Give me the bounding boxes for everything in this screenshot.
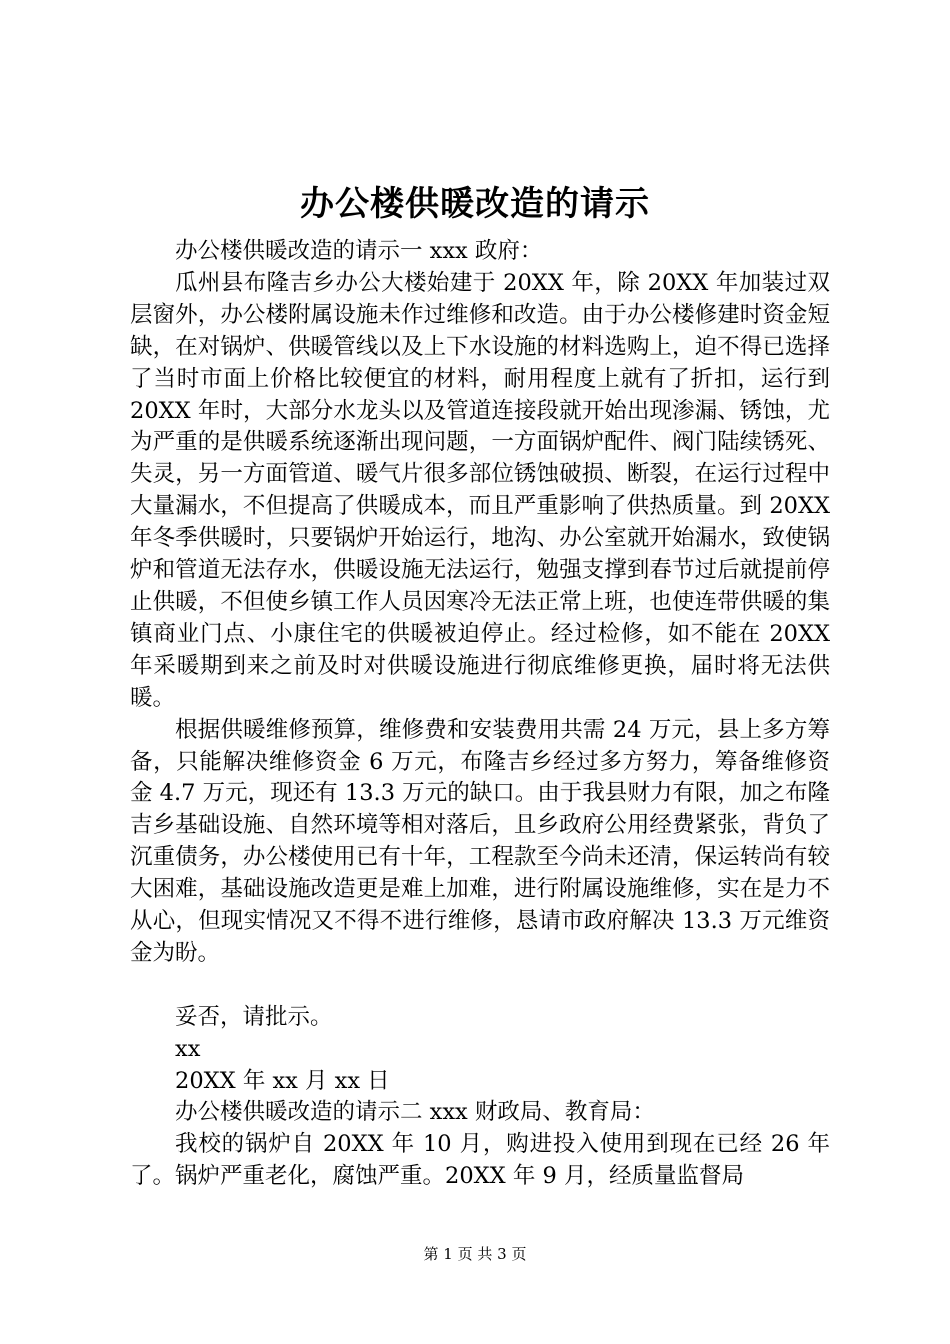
paragraph-boiler: 我校的锅炉自 20XX 年 10 月，购进投入使用到现在已经 26 年了。锅炉严重老化，腐蚀严重。20XX 年 9 月，经质量监督局 <box>130 1131 830 1190</box>
signature-date: 20XX 年 xx 月 xx 日 <box>175 1067 390 1094</box>
document-title: 办公楼供暖改造的请示 <box>300 184 650 224</box>
paragraph-budget: 根据供暖维修预算，维修费和安装费用共需 24 万元，县上多方筹备，只能解决维修资金 6 万元，布隆吉乡经过多方努力，筹备维修资金 4.7 万元，现还有 13.3 万元的缺口。由于我县财力有限，加之布隆吉乡基础设施、自然环境等相对落后，且乡政府公用经费紧张，背负了沉重债务，办公楼使用已有十年，工程款至今尚未还清，保运转尚有较大困难，基础设施改造更是难上加难，进行附属设施维修，实在是力不从心，但现实情况又不得不进行维修，恳请市政府解决 13.3 万元维资金为盼。 <box>130 716 830 966</box>
signature-name: xx <box>175 1035 201 1062</box>
approval-request: 妥否，请批示。 <box>175 1003 333 1030</box>
request-one-heading: 办公楼供暖改造的请示一 xxx 政府： <box>175 238 543 264</box>
page-footer: 第 1 页 共 3 页 <box>423 1245 527 1263</box>
paragraph-gap <box>130 970 830 1002</box>
request-two-heading: 办公楼供暖改造的请示二 xxx 财政局、教育局： <box>175 1099 655 1126</box>
paragraph-building-history: 瓜州县布隆吉乡办公大楼始建于 20XX 年，除 20XX 年加装过双层窗外，办公楼附属设施未作过维修和改造。由于办公楼修建时资金短缺，在对锅炉、供暖管线以及上下水设施的材料选购上，迫不得已选择了当时市面上价格比较便宜的材料，耐用程度上就有了折扣，运行到 20XX 年时，大部分水龙头以及管道连接段就开始出现渗漏、锈蚀，尤为严重的是供暖系统逐渐出现问题，一方面锅炉配件、阀门陆续锈死、失灵，另一方面管道、暖气片很多部位锈蚀破损、断裂，在运行过程中大量漏水，不但提高了供暖成本，而且严重影响了供热质量。到 20XX 年冬季供暖时，只要锅炉开始运行，地沟、办公室就开始漏水，致使锅炉和管道无法存水，供暖设施无法运行，勉强支撑到春节过后就提前停止供暖，不但使乡镇工作人员因寒冷无法正常上班，也使连带供暖的集镇商业门点、小康住宅的供暖被迫停止。经过检修，如不能在 20XX 年采暖期到来之前及时对供暖设施进行彻底维修更换，届时将无法供暖。 <box>130 269 830 711</box>
document-body <box>130 236 830 1193</box>
